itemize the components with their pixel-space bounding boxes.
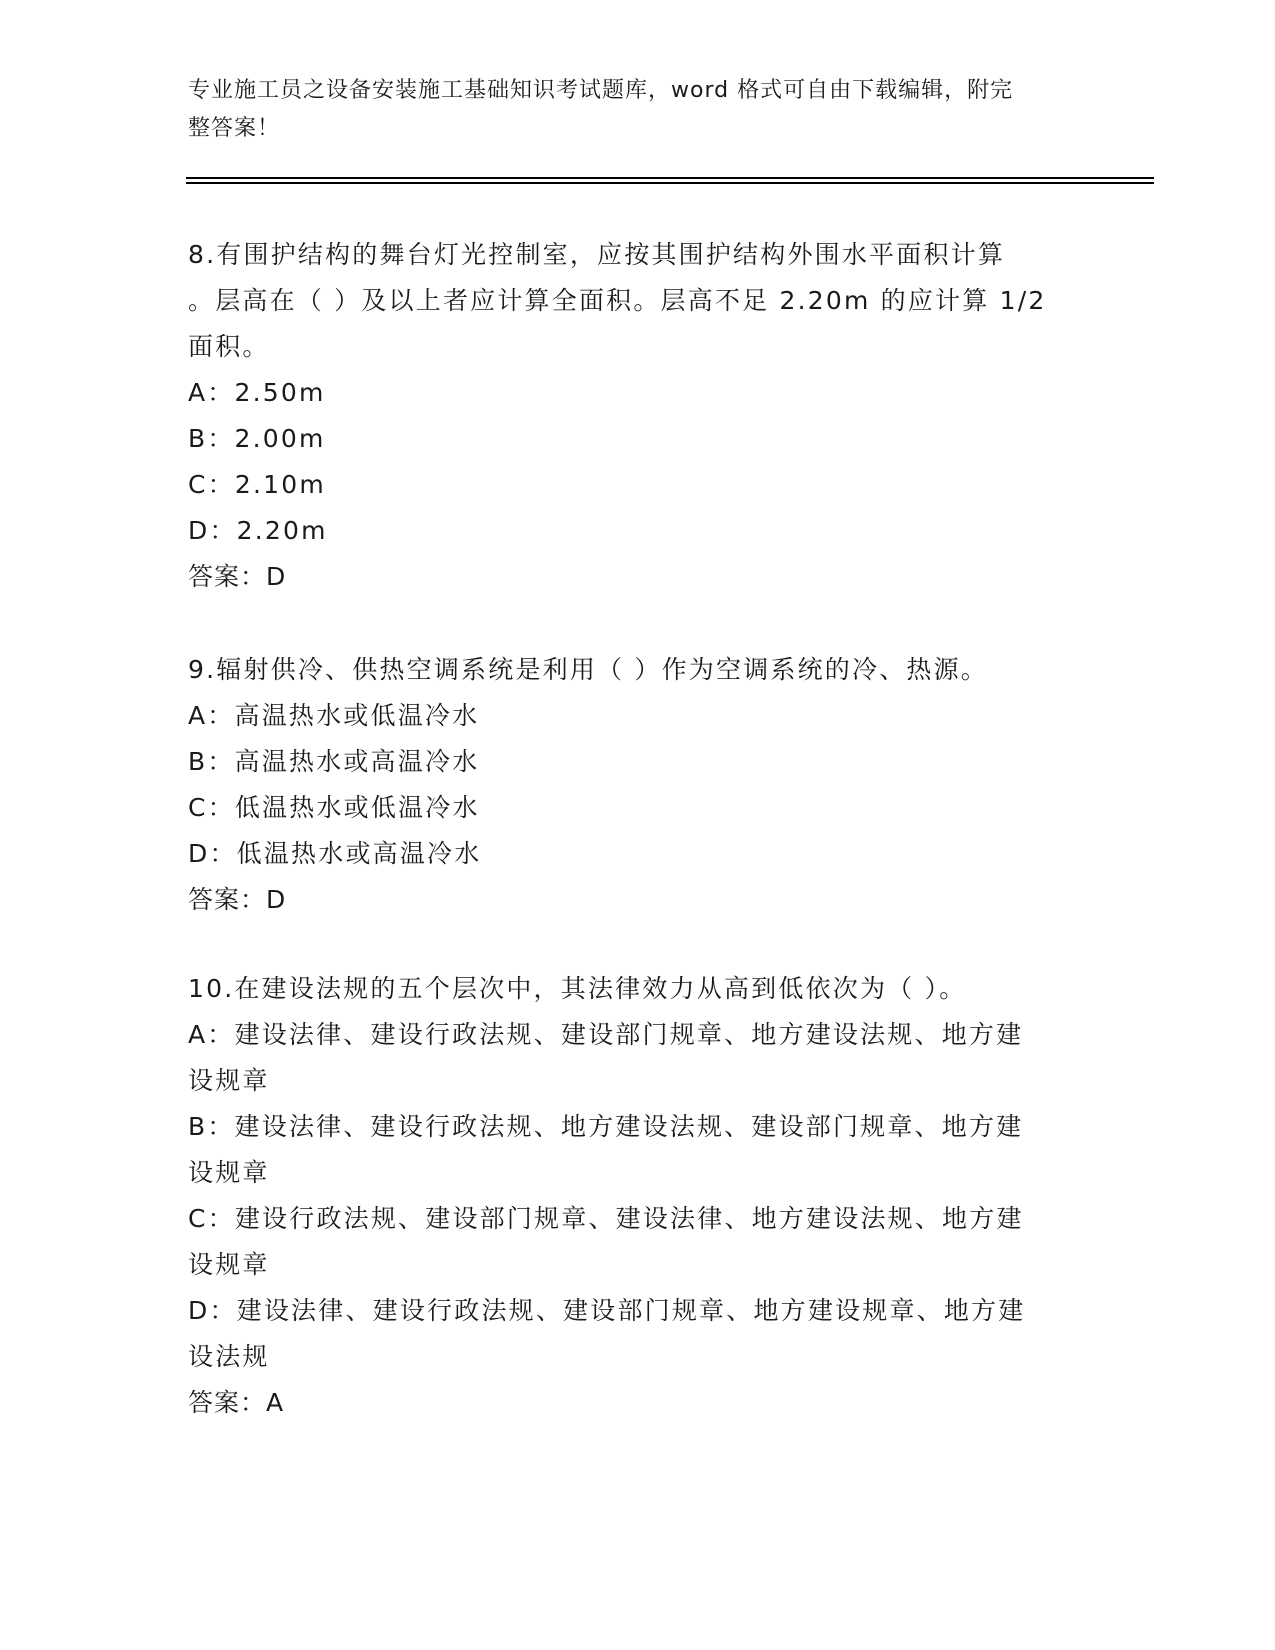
option-c: C：建设行政法规、建设部门规章、建设法律、地方建设法规、地方建 [188, 1204, 1024, 1233]
question-10 [188, 966, 1078, 1426]
answer-label: 答案：D [188, 562, 287, 591]
option-d: D：低温热水或高温冷水 [188, 839, 482, 868]
header-line: 专业施工员之设备安装施工基础知识考试题库，word 格式可自由下载编辑，附完 [188, 78, 1014, 103]
answer-label: 答案：D [188, 885, 287, 914]
question-text: 。层高在（ ）及以上者应计算全面积。层高不足 2.20m 的应计算 1/2 [188, 286, 1047, 315]
header-divider [186, 177, 1154, 179]
option-b: B：2.00m [188, 424, 326, 453]
option-c: C：2.10m [188, 470, 326, 499]
option-b-continued: 设规章 [188, 1158, 270, 1187]
option-a-continued: 设规章 [188, 1066, 270, 1095]
option-a: A：2.50m [188, 378, 326, 407]
option-d-continued: 设法规 [188, 1342, 270, 1371]
question-text: 10.在建设法规的五个层次中，其法律效力从高到低依次为（ ）。 [188, 974, 967, 1003]
option-b: B：高温热水或高温冷水 [188, 747, 480, 776]
question-8 [188, 232, 1078, 600]
answer-label: 答案：A [188, 1388, 285, 1417]
question-9 [188, 647, 1078, 923]
question-text: 9.辐射供冷、供热空调系统是利用（ ）作为空调系统的冷、热源。 [188, 655, 989, 684]
question-text: 8.有围护结构的舞台灯光控制室，应按其围护结构外围水平面积计算 [188, 240, 1006, 269]
option-d: D：2.20m [188, 516, 328, 545]
option-b: B：建设法律、建设行政法规、地方建设法规、建设部门规章、地方建 [188, 1112, 1024, 1141]
option-d: D：建设法律、建设行政法规、建设部门规章、地方建设规章、地方建 [188, 1296, 1026, 1325]
header-divider [186, 182, 1154, 184]
question-text: 面积。 [188, 332, 270, 361]
option-a: A：高温热水或低温冷水 [188, 701, 480, 730]
option-c: C：低温热水或低温冷水 [188, 793, 480, 822]
header-line: 整答案！ [188, 116, 281, 141]
option-a: A：建设法律、建设行政法规、建设部门规章、地方建设法规、地方建 [188, 1020, 1024, 1049]
option-c-continued: 设规章 [188, 1250, 270, 1279]
document-header [188, 72, 1068, 148]
